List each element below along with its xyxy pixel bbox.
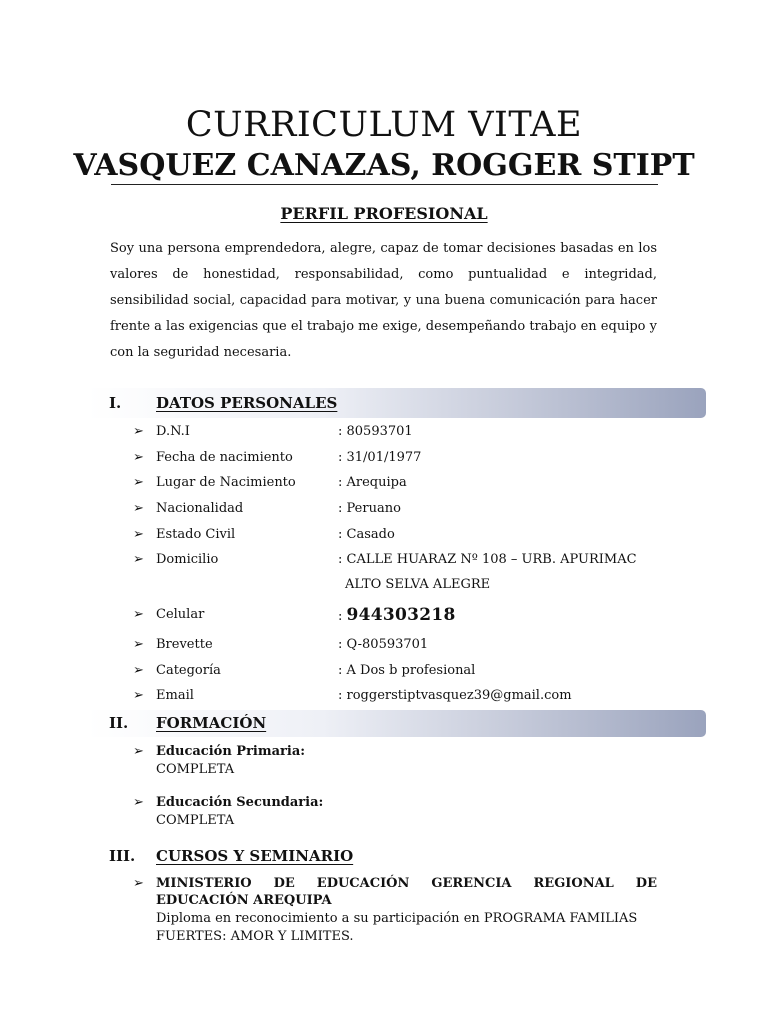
arrow-bullet-icon: ➢: [133, 637, 144, 652]
curso-institution: MINISTERIO DE EDUCACIÓN GERENCIA REGIONAL DE EDUCACIÓN AREQUIPA: [156, 876, 657, 908]
email-value: : roggerstiptvasquez39@gmail.com: [338, 688, 572, 703]
formacion-item-secundaria: [133, 794, 663, 830]
section-header-cursos: [87, 842, 706, 870]
datos-row-categoria: [133, 660, 673, 682]
field-value: : Peruano: [338, 501, 401, 516]
curso-description: Diploma en reconocimiento a su participación en PROGRAMA FAMILIAS FUERTES: AMOR Y LIMITES.: [156, 911, 638, 944]
field-label: Celular: [156, 607, 205, 622]
section-number: I.: [109, 394, 122, 412]
perfil-paragraph: Soy una persona emprendedora, alegre, capaz de tomar decisiones basadas en los valores de honestidad, responsabilidad, como puntualidad e integridad, sensibilidad social, capacidad para motivar, y una buena comunicación para hacer frente a las exigencias que el trabajo me exige, desempeñando trabajo en equipo y con la seguridad necesaria.: [110, 241, 657, 360]
field-value-continuation: ALTO SELVA ALEGRE: [345, 577, 491, 592]
arrow-bullet-icon: ➢: [133, 552, 144, 567]
formacion-status: COMPLETA: [156, 762, 235, 777]
datos-row-email: [133, 685, 673, 707]
arrow-bullet-icon: ➢: [133, 744, 144, 759]
section-title: CURSOS Y SEMINARIO: [156, 847, 354, 865]
document-title: CURRICULUM VITAE: [185, 105, 583, 145]
arrow-bullet-icon: ➢: [133, 450, 144, 465]
field-value: : 31/01/1977: [338, 450, 422, 465]
arrow-bullet-icon: ➢: [133, 663, 144, 678]
datos-row-nacionalidad: [133, 498, 673, 520]
field-value: [338, 604, 456, 628]
field-label: D.N.I: [156, 424, 190, 439]
arrow-bullet-icon: ➢: [133, 688, 144, 703]
arrow-bullet-icon: ➢: [133, 501, 144, 516]
field-value: : 80593701: [338, 424, 413, 439]
field-label: Domicilio: [156, 552, 219, 567]
formacion-status: COMPLETA: [156, 813, 235, 828]
formacion-level: Educación Primaria:: [156, 744, 306, 759]
datos-row-brevette: [133, 634, 673, 656]
datos-row-domicilio-cont: [133, 574, 673, 596]
section-header-formacion: [87, 710, 706, 737]
arrow-bullet-icon: ➢: [133, 876, 144, 891]
field-label: Nacionalidad: [156, 501, 244, 516]
field-label: Categoría: [156, 663, 221, 678]
arrow-bullet-icon: ➢: [133, 527, 144, 542]
arrow-bullet-icon: ➢: [133, 795, 144, 810]
datos-row-domicilio: [133, 549, 673, 571]
section-number: II.: [109, 714, 129, 732]
person-name: VASQUEZ CANAZAS, ROGGER STIPT: [73, 148, 695, 183]
title-divider: [111, 184, 658, 185]
formacion-item-primaria: [133, 743, 663, 779]
arrow-bullet-icon: ➢: [133, 424, 144, 439]
datos-row-dni: [133, 421, 673, 443]
arrow-bullet-icon: ➢: [133, 607, 144, 622]
datos-row-estado-civil: [133, 524, 673, 546]
datos-row-fecha-nacimiento: [133, 447, 673, 469]
field-value: : Arequipa: [338, 475, 407, 490]
section-number: III.: [109, 847, 136, 865]
field-label: Fecha de nacimiento: [156, 450, 293, 465]
field-value: : Casado: [338, 527, 395, 542]
field-value: : Q-80593701: [338, 637, 429, 652]
arrow-bullet-icon: ➢: [133, 475, 144, 490]
perfil-heading: PERFIL PROFESIONAL: [280, 204, 488, 223]
datos-row-lugar-nacimiento: [133, 472, 673, 494]
field-label: Email: [156, 688, 194, 703]
section-title: FORMACIÓN: [156, 714, 267, 732]
field-label: Estado Civil: [156, 527, 236, 542]
section-header-datos: [87, 388, 706, 418]
field-value-prefix: :: [338, 609, 347, 624]
phone-number: 944303218: [346, 605, 456, 625]
field-label: Brevette: [156, 637, 213, 652]
formacion-level: Educación Secundaria:: [156, 795, 324, 810]
field-label: Lugar de Nacimiento: [156, 475, 296, 490]
section-title: DATOS PERSONALES: [156, 394, 338, 412]
field-value: : A Dos b profesional: [338, 663, 476, 678]
datos-row-celular: [133, 604, 673, 626]
field-value: : CALLE HUARAZ Nº 108 – URB. APURIMAC: [338, 552, 637, 567]
